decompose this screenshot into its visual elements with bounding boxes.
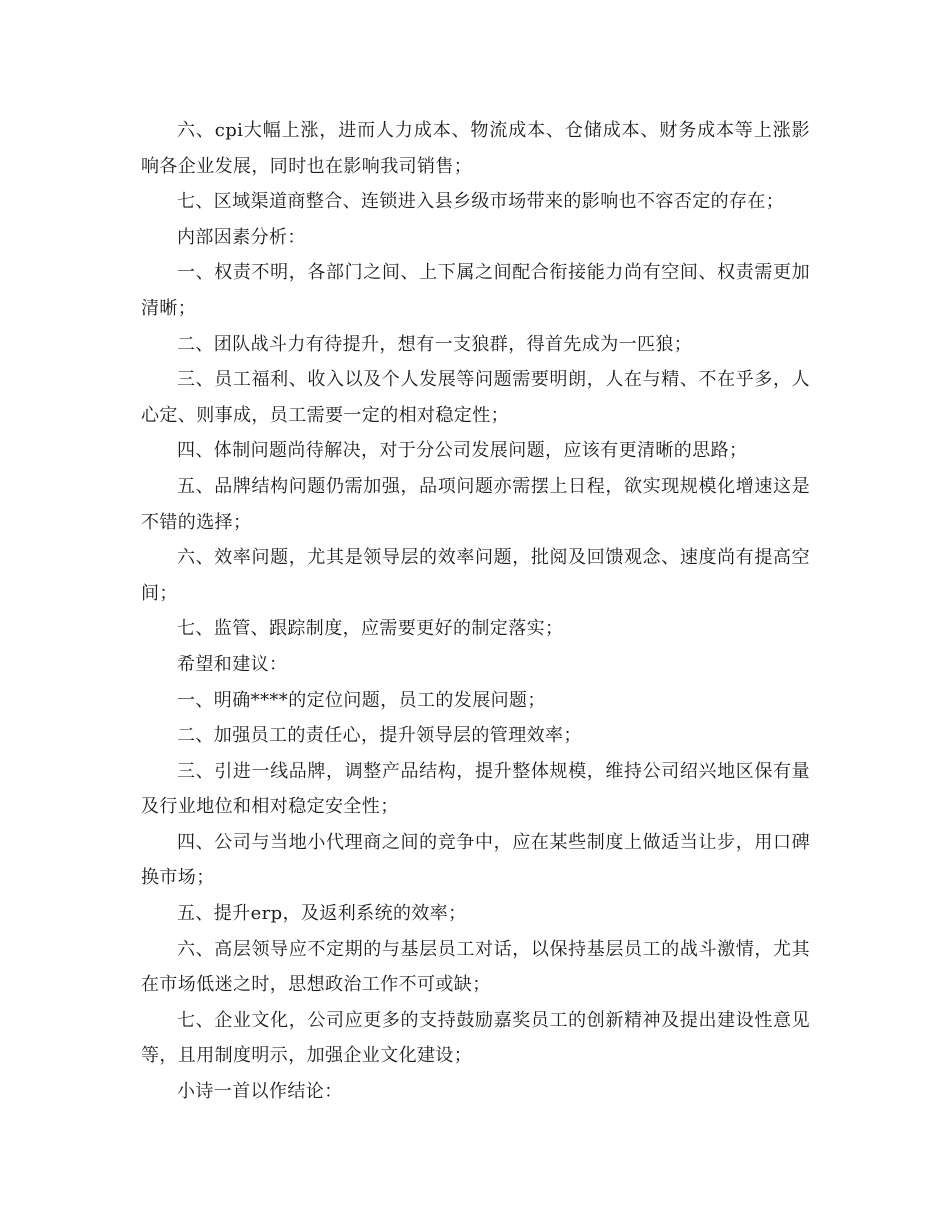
heading-hopes-suggestions: 希望和建议： — [177, 653, 288, 675]
paragraph-internal-factor-5: 五、品牌结构问题仍需加强，品项问题亦需摆上日程，欲实现规模化增速这是不错的选择； — [141, 475, 810, 533]
paragraph-suggestion-5: 五、提升erp，及返利系统的效率； — [177, 903, 467, 925]
heading-closing-poem: 小诗一首以作结论： — [177, 1081, 343, 1103]
paragraph-external-factor-7: 七、区域渠道商整合、连锁进入县乡级市场带来的影响也不容否定的存在； — [177, 191, 785, 213]
paragraph-internal-factor-7: 七、监管、跟踪制度，应需要更好的制定落实； — [177, 618, 564, 640]
paragraph-internal-factor-4: 四、体制问题尚待解决，对于分公司发展问题，应该有更清晰的思路； — [177, 440, 748, 462]
paragraph-suggestion-3: 三、引进一线品牌，调整产品结构，提升整体规模，维持公司绍兴地区保有量及行业地位和相对稳定安全性； — [141, 760, 810, 818]
paragraph-internal-factor-3: 三、员工福利、收入以及个人发展等问题需要明朗，人在与精、不在乎多，人心定、则事成，员工需要一定的相对稳定性； — [141, 369, 810, 426]
paragraph-suggestion-1: 一、明确****的定位问题，员工的发展问题； — [177, 689, 546, 711]
paragraph-suggestion-7: 七、企业文化，公司应更多的支持鼓励嘉奖员工的创新精神及提出建设性意见等，且用制度明示，加强企业文化建设； — [141, 1009, 810, 1067]
paragraph-suggestion-4: 四、公司与当地小代理商之间的竞争中，应在某些制度上做适当让步，用口碑换市场； — [141, 831, 810, 889]
paragraph-internal-factor-1: 一、权责不明，各部门之间、上下属之间配合衔接能力尚有空间、权责需更加清晰； — [141, 262, 810, 319]
paragraph-internal-factor-2: 二、团队战斗力有待提升，想有一支狼群，得首先成为一匹狼； — [177, 333, 693, 355]
paragraph-suggestion-6: 六、高层领导应不定期的与基层员工对话，以保持基层员工的战斗激情，尤其在市场低迷之时，思想政治工作不可或缺； — [141, 938, 810, 996]
paragraph-external-factor-6: 六、cpi大幅上涨，进而人力成本、物流成本、仓储成本、财务成本等上涨影响各企业发展，同时也在影响我司销售； — [141, 120, 810, 177]
paragraph-internal-factor-6: 六、效率问题，尤其是领导层的效率问题，批阅及回馈观念、速度尚有提高空间； — [141, 547, 810, 604]
paragraph-suggestion-2: 二、加强员工的责任心，提升领导层的管理效率； — [177, 725, 582, 747]
heading-internal-factors: 内部因素分析： — [177, 226, 306, 248]
document-body — [141, 113, 810, 1110]
